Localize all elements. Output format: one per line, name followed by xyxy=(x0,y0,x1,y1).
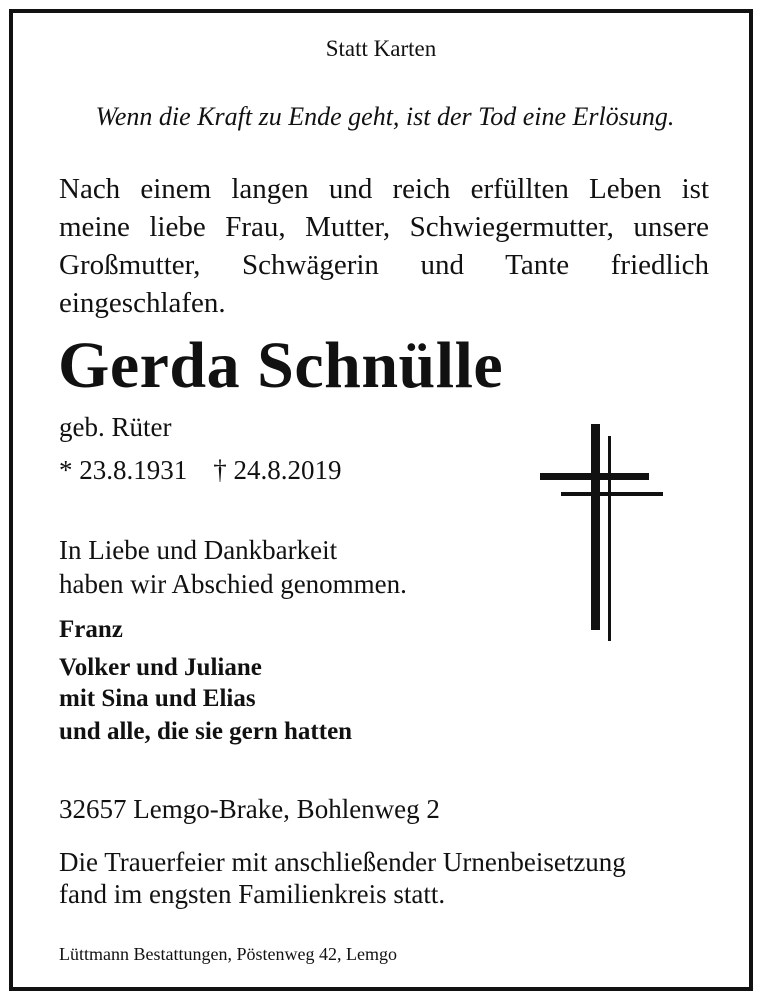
cross-icon xyxy=(535,420,667,645)
intro-line: meine liebe Frau, Mutter, Schwiegermutter, unsere xyxy=(59,211,709,243)
intro-text xyxy=(59,170,709,322)
intro-line: Großmutter, Schwägerin und Tante friedlich xyxy=(59,249,709,281)
mourner-spouse: Franz xyxy=(59,616,123,643)
birth-name: geb. Rüter xyxy=(59,412,172,442)
mourner-line: Volker und Juliane xyxy=(59,654,262,681)
farewell-line: In Liebe und Dankbarkeit xyxy=(59,535,338,565)
deceased-name: Gerda Schnülle xyxy=(58,329,504,402)
memorial-quote: Wenn die Kraft zu Ende geht, ist der Tod eine Erlösung. xyxy=(95,102,675,131)
family-address: 32657 Lemgo-Brake, Bohlenweg 2 xyxy=(59,794,440,824)
mourner-others: und alle, die sie gern hatten xyxy=(59,718,353,745)
life-dates xyxy=(59,455,342,486)
mourner-children xyxy=(59,652,262,714)
ceremony-line: Die Trauerfeier mit anschließender Urnenbeisetzung xyxy=(59,847,626,877)
birth-date: * 23.8.1931 xyxy=(59,455,188,485)
intro-line: Nach einem langen und reich erfüllten Leben ist xyxy=(59,173,709,205)
ceremony-line: fand im engsten Familienkreis statt. xyxy=(59,879,446,909)
intro-line: eingeschlafen. xyxy=(59,287,226,319)
ceremony-text xyxy=(59,846,626,910)
farewell-text xyxy=(59,533,407,601)
notice-header: Statt Karten xyxy=(325,36,437,61)
mourner-line: mit Sina und Elias xyxy=(59,685,256,712)
farewell-line: haben wir Abschied genommen. xyxy=(59,569,407,599)
death-date: † 24.8.2019 xyxy=(213,455,342,485)
funeral-home: Lüttmann Bestattungen, Pöstenweg 42, Lemgo xyxy=(59,944,397,964)
